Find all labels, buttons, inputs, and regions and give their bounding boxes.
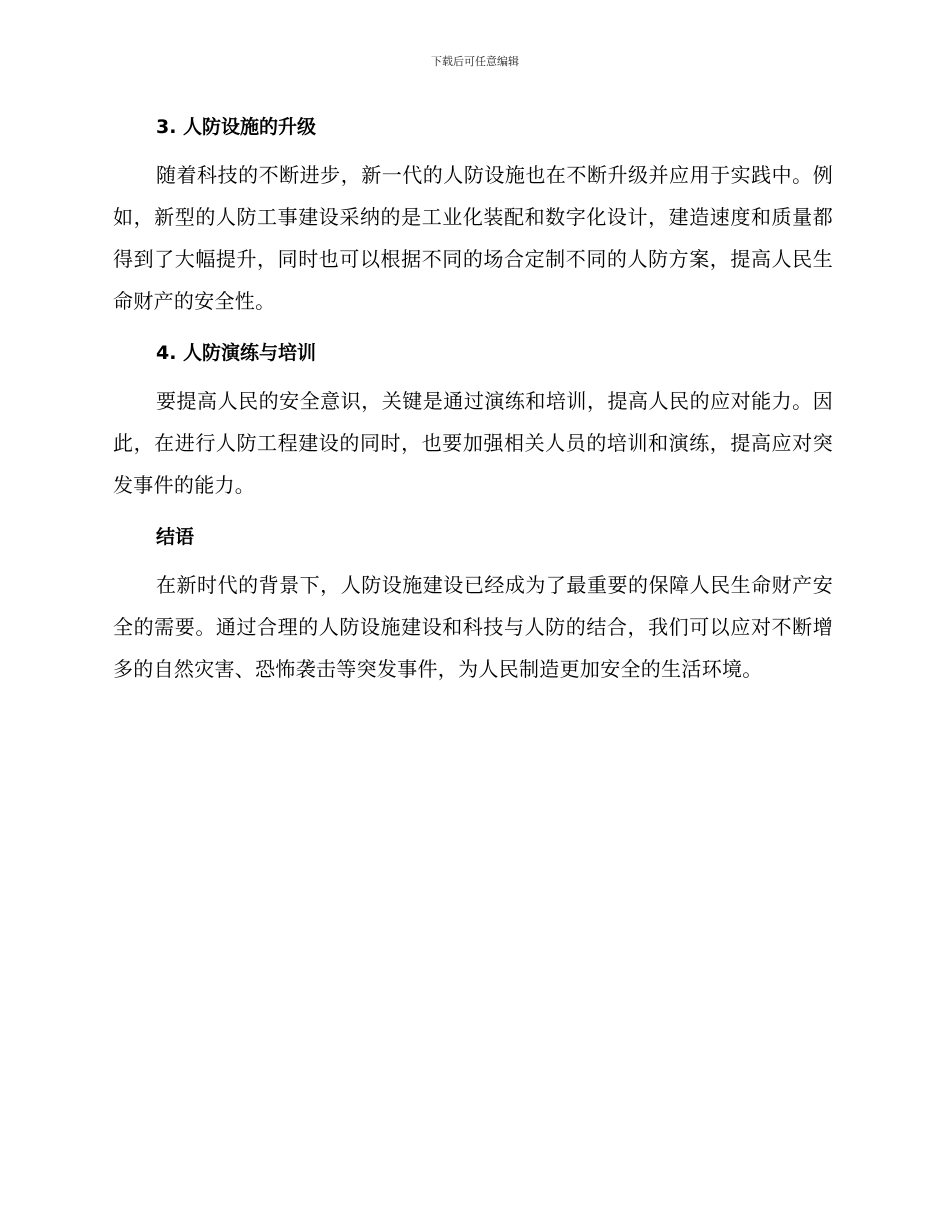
section-facility-upgrade [113,112,833,322]
section-drills-training [113,338,833,506]
page-header: 下载后可任意编辑 [431,55,519,68]
section-paragraph: 在新时代的背景下，人防设施建设已经成为了最重要的保障人民生命财产安全的需要。通过合理的人防设施建设和科技与人防的结合，我们可以应对不断增多的自然灾害、恐怖袭击等突发事件，为人民制造更加安全的生活环境。 [113,573,833,681]
section-heading: 结语 [156,526,195,548]
section-conclusion [113,522,833,690]
section-paragraph: 随着科技的不断进步，新一代的人防设施也在不断升级并应用于实践中。例如，新型的人防工事建设采纳的是工业化装配和数字化设计，建造速度和质量都得到了大幅提升，同时也可以根据不同的场合定制不同的人防方案，提高人民生命财产的安全性。 [113,163,833,313]
section-heading: 4. 人防演练与培训 [156,342,317,364]
section-heading: 3. 人防设施的升级 [156,116,317,138]
document-body [113,112,833,706]
section-paragraph: 要提高人民的安全意识，关键是通过演练和培训，提高人民的应对能力。因此，在进行人防工程建设的同时，也要加强相关人员的培训和演练，提高应对突发事件的能力。 [113,389,833,497]
